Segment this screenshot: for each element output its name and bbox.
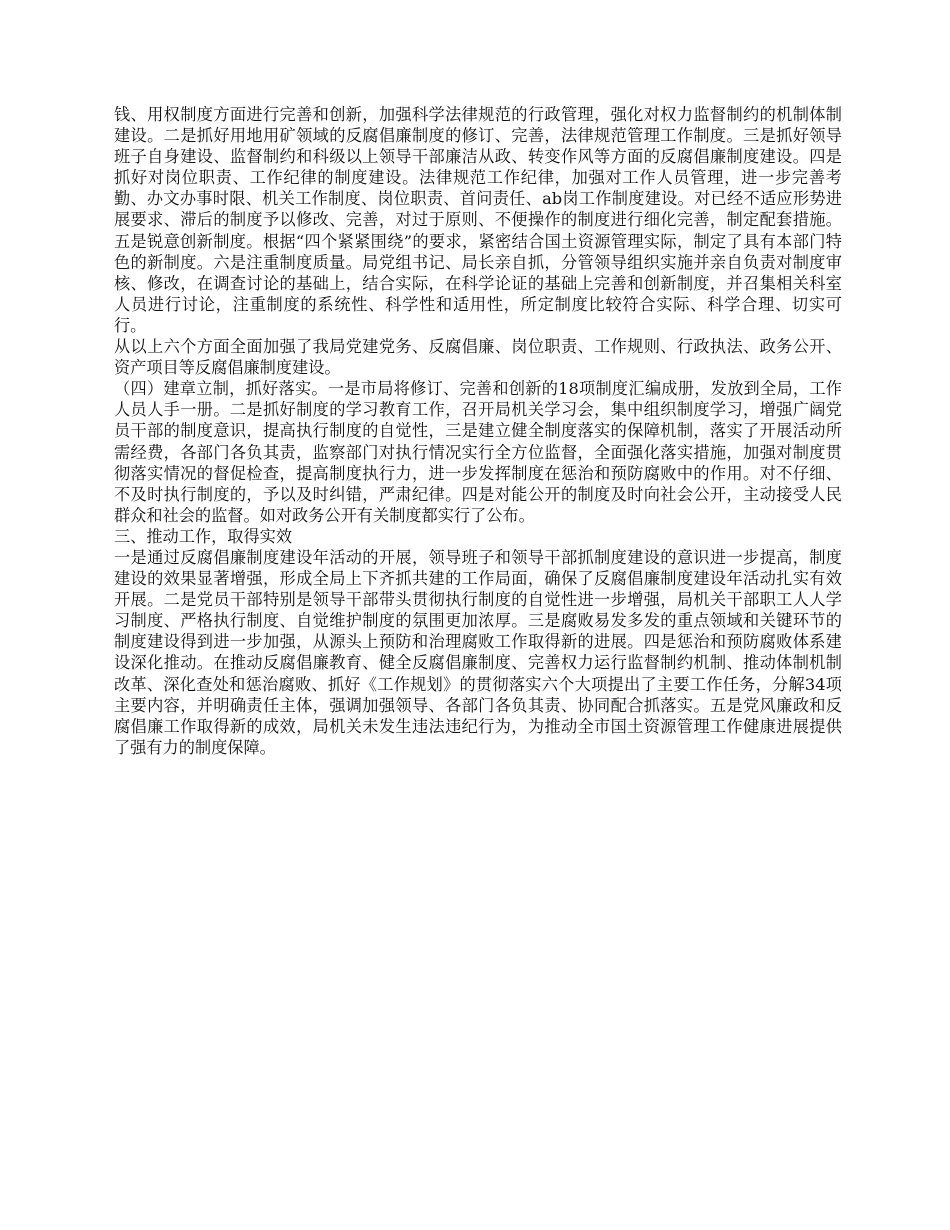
paragraph-results-details: 一是通过反腐倡廉制度建设年活动的开展，领导班子和领导干部抓制度建设的意识进一步提高，制度建设的效果显著增强，形成全局上下齐抓共建的工作局面，确保了反腐倡廉制度建设年活动扎实有效开展。二是党员干部特别是领导干部带头贯彻执行制度的自觉性进一步增强，局机关干部职工人人学习制度、严格执行制度、自觉维护制度的氛围更加浓厚。三是腐败易发多发的重点领域和关键环节的制度建设得到进一步加强，从源头上预防和治理腐败工作取得新的进展。四是惩治和预防腐败体系建设深化推动。在推动反腐倡廉教育、健全反腐倡廉制度、完善权力运行监督制约机制、推动体制机制改革、深化查处和惩治腐败、抓好《工作规划》的贯彻落实六个大项提出了主要工作任务，分解34项主要内容，并明确责任主体，强调加强领导、各部门各负其责、协同配合抓落实。五是党风廉政和反腐倡廉工作取得新的成效，局机关未发生违法违纪行为，为推动全市国土资源管理工作健康进展提供了强有力的制度保障。 xyxy=(114,547,842,757)
paragraph-system-measures: 钱、用权制度方面进行完善和创新，加强科学法律规范的行政管理，强化对权力监督制约的机制体制建设。二是抓好用地用矿领域的反腐倡廉制度的修订、完善，法律规范管理工作制度。三是抓好领导班子自身建设、监督制约和科级以上领导干部廉洁从政、转变作风等方面的反腐倡廉制度建设。四是抓好对岗位职责、工作纪律的制度建设。法律规范工作纪律，加强对工作人员管理，进一步完善考勤、办文办事时限、机关工作制度、岗位职责、首问责任、ab岗工作制度建设。对已经不适应形势进展要求、滞后的制度予以修改、完善，对过于原则、不便操作的制度进行细化完善，制定配套措施。五是锐意创新制度。根据“四个紧紧围绕”的要求，紧密结合国土资源管理实际，制定了具有本部门特色的新制度。六是注重制度质量。局党组书记、局长亲自抓，分管领导组织实施并亲自负责对制度审核、修改，在调查讨论的基础上，结合实际，在科学论证的基础上完善和创新制度，并召集相关科室人员进行讨论，注重制度的系统性、科学性和适用性，所定制度比较符合实际、科学合理、切实可行。 xyxy=(114,105,842,335)
section-heading-results: 三、推动工作，取得实效 xyxy=(114,526,293,546)
document-body xyxy=(114,104,842,758)
paragraph-six-aspects-summary: 从以上六个方面全面加强了我局党建党务、反腐倡廉、岗位职责、工作规则、行政执法、政务公开、资产项目等反腐倡廉制度建设。 xyxy=(114,337,842,378)
paragraph-section-four-implementation: （四）建章立制，抓好落实。一是市局将修订、完善和创新的18项制度汇编成册，发放到全局，工作人员人手一册。二是抓好制度的学习教育工作，召开局机关学习会，集中组织制度学习，增强广阔党员干部的制度意识，提高执行制度的自觉性，三是建立健全制度落实的保障机制，落实了开展活动所需经费，各部门各负其责，监察部门对执行情况实行全方位监督，全面强化落实措施，加强对制度贯彻落实情况的督促检查，提高制度执行力，进一步发挥制度在惩治和预防腐败中的作用。对不仔细、不及时执行制度的，予以及时纠错，严肃纪律。四是对能公开的制度及时向社会公开，主动接受人民群众和社会的监督。如对政务公开有关制度都实行了公布。 xyxy=(114,379,842,525)
